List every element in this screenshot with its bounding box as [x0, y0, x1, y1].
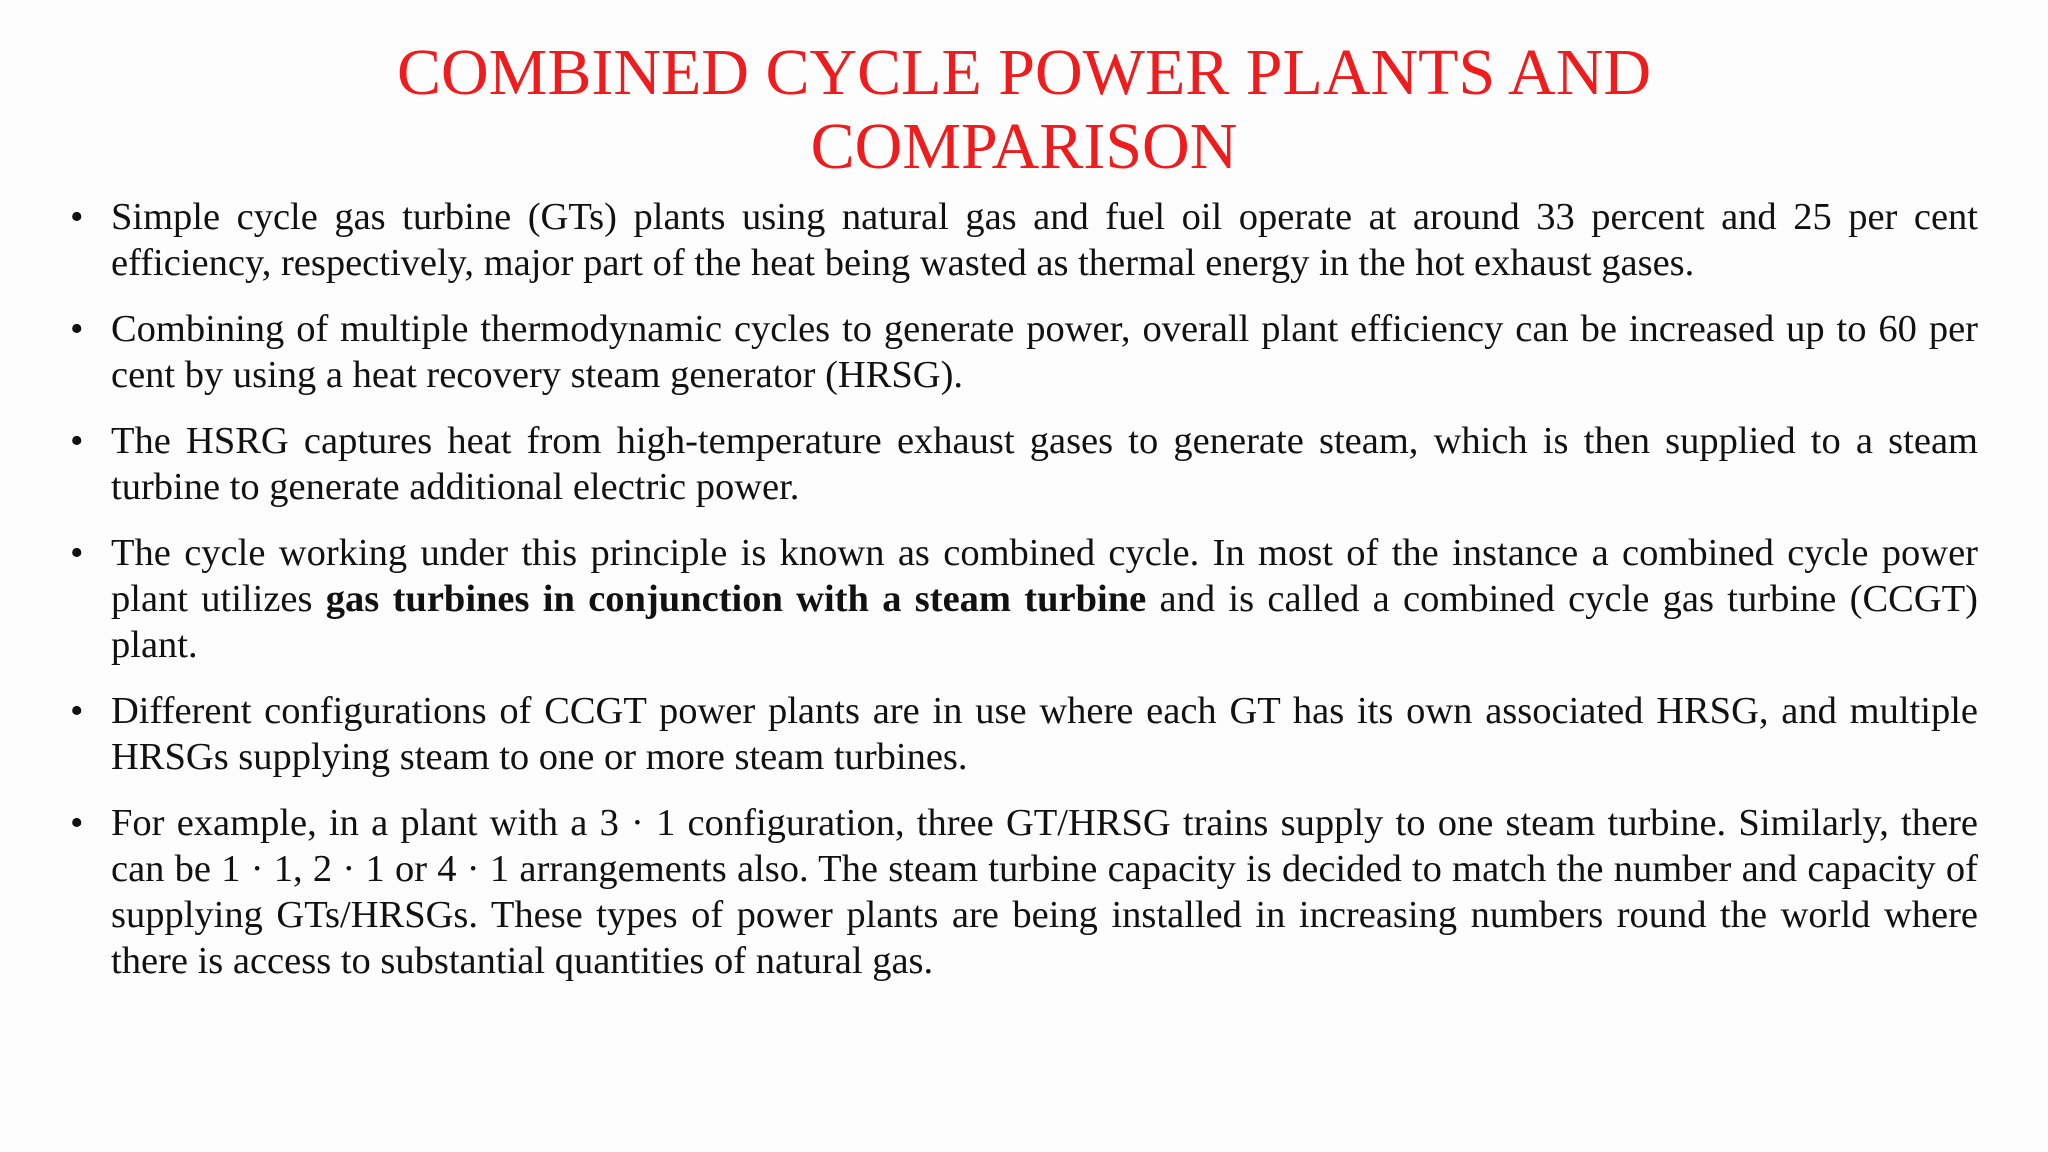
bullet-text-after-bold: and is called a combined cycle gas turbine (CCGT) plant.	[111, 578, 1978, 666]
bullet-item-3	[70, 418, 1978, 510]
bullet-text-bold: gas turbines in conjunction with a steam turbine	[325, 578, 1147, 620]
bullet-text: The HSRG captures heat from high-temperature exhaust gases to generate steam, which is then supplied to a steam turbine to generate additional electric power.	[111, 420, 1978, 508]
bullet-text-before-bold: The cycle working under this principle is known as combined cycle. In most of the instance a combined cycle power plant utilizes	[111, 532, 1978, 620]
bullet-dot-icon: •	[70, 532, 84, 574]
bullet-item-6	[70, 800, 1978, 984]
slide-title-line-1: COMBINED CYCLE POWER PLANTS AND	[396, 36, 1652, 109]
bullet-list	[70, 194, 1978, 984]
bullet-text: For example, in a plant with a 3 · 1 configuration, three GT/HRSG trains supply to one steam turbine. Similarly, there can be 1 · 1, 2 · 1 or 4 · 1 arrangements also. The steam turbine capacity is decided to match the number and capacity of supplying GTs/HRSGs. These types of power plants are being installed in increasing numbers round the world where there is access to substantial quantities of natural gas.	[111, 802, 1978, 982]
bullet-item-1	[70, 194, 1978, 286]
bullet-text: Combining of multiple thermodynamic cycles to generate power, overall plant efficiency can be increased up to 60 per cent by using a heat recovery steam generator (HRSG).	[111, 308, 1978, 396]
bullet-dot-icon: •	[70, 690, 84, 732]
slide-title	[70, 36, 1978, 184]
bullet-dot-icon: •	[70, 308, 84, 350]
bullet-item-4	[70, 530, 1978, 668]
bullet-item-5	[70, 688, 1978, 780]
bullet-dot-icon: •	[70, 196, 84, 238]
slide-title-line-2: COMPARISON	[810, 110, 1238, 183]
bullet-text: Simple cycle gas turbine (GTs) plants using natural gas and fuel oil operate at around 33 percent and 25 per cent efficiency, respectively, major part of the heat being wasted as thermal energy in the hot exhaust gases.	[111, 196, 1978, 284]
bullet-dot-icon: •	[70, 802, 84, 844]
bullet-text: Different configurations of CCGT power plants are in use where each GT has its own associated HRSG, and multiple HRSGs supplying steam to one or more steam turbines.	[111, 690, 1978, 778]
bullet-item-2	[70, 306, 1978, 398]
bullet-dot-icon: •	[70, 420, 84, 462]
